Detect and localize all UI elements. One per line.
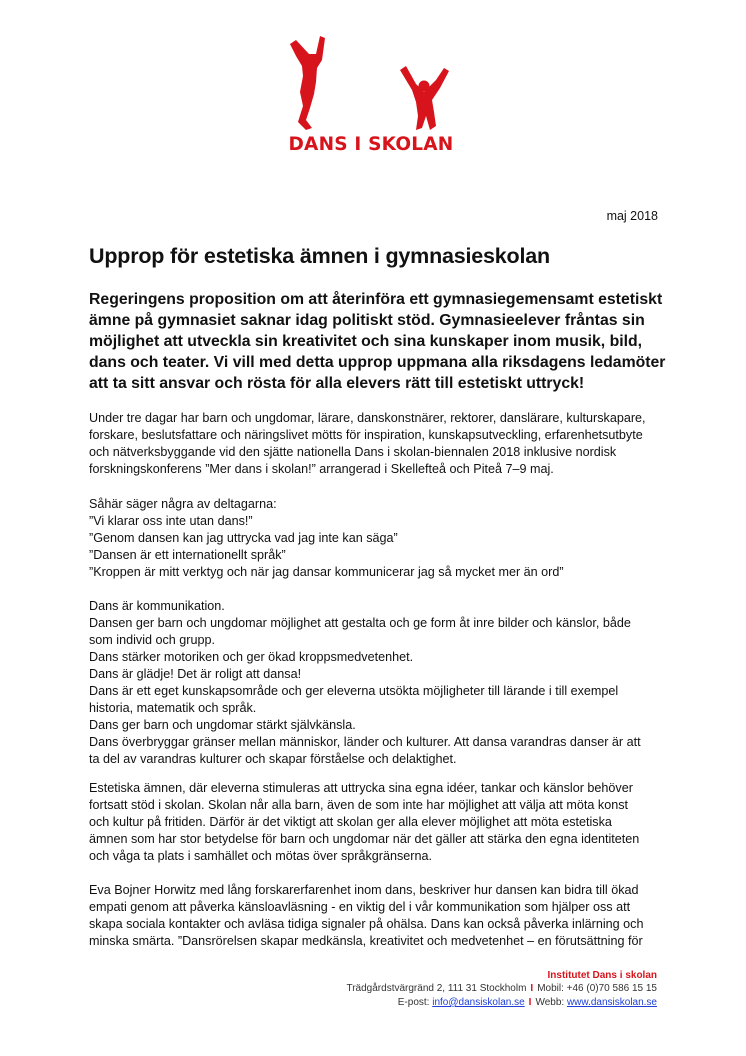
body-line: Dans är glädje! Det är roligt att dansa! <box>89 667 302 681</box>
body-line: Dans är ett eget kunskapsområde och ger eleverna utsökta möjligheter till lärande i till exempel <box>89 684 619 698</box>
logo-wordmark: DANS I SKOLAN <box>288 134 454 155</box>
dancers-logo-icon <box>276 30 466 140</box>
footer-organization: Institutet Dans i skolan <box>547 970 657 981</box>
dance-benefits-paragraph <box>89 598 669 768</box>
lead-paragraph <box>89 289 669 394</box>
intro-paragraph <box>89 410 669 478</box>
document-title: Upprop för estetiska ämnen i gymnasieskolan <box>89 244 550 268</box>
page-footer <box>346 969 657 1009</box>
footer-contact-line <box>346 982 657 995</box>
quote-line: ”Vi klarar oss inte utan dans!” <box>89 514 253 528</box>
lead-line: Regeringens proposition om att återinföra ett gymnasiegemensamt estetiskt <box>89 291 663 308</box>
footer-mobile: Mobil: +46 (0)70 586 15 15 <box>537 983 657 995</box>
body-line: Eva Bojner Horwitz med lång forskarerfarenhet inom dans, beskriver hur dansen kan bidra till ökad <box>89 883 639 897</box>
body-line: ämnen som har stor betydelse för barn och ungdomar när det gäller att stärka den egna identiteten <box>89 832 640 846</box>
footer-separator: I <box>528 996 532 1008</box>
footer-links-line <box>346 996 657 1009</box>
quotes-paragraph <box>89 496 669 581</box>
body-line: ta del av varandras kulturer och skapar förståelse och delaktighet. <box>89 752 457 766</box>
body-line: Under tre dagar har barn och ungdomar, lärare, danskonstnärer, rektorer, danslärare, kulturskapare, <box>89 411 646 425</box>
body-line: som individ och grupp. <box>89 633 216 647</box>
body-line: Dansen ger barn och ungdomar möjlighet att gestalta och ge form åt inre bilder och känslor, både <box>89 616 631 630</box>
footer-email-label: E-post: <box>397 996 433 1008</box>
body-line: forskare, beslutsfattare och näringslivet mötts för inspiration, kunskapsutveckling, erfarenhetsutbyte <box>89 428 643 442</box>
body-line: Estetiska ämnen, där eleverna stimuleras att uttrycka sina egna idéer, tankar och känslor behöver <box>89 781 633 795</box>
lead-line: dans och teater. Vi vill med detta upprop uppmana alla riksdagens ledamöter <box>89 354 666 371</box>
body-line: minska smärta. ”Dansrörelsen skapar medkänsla, kreativitet och medvetenhet – en förutsättning för <box>89 934 643 948</box>
body-line: forskningskonferens ”Mer dans i skolan!” arrangerad i Skellefteå och Piteå 7–9 maj. <box>89 462 554 476</box>
body-line: skapa sociala kontakter och avläsa tidiga signaler på ohälsa. Dans kan också påverka inlärning och <box>89 917 644 931</box>
body-line: empati genom att påverka känsloavläsning - en viktig del i vår kommunikation som hjälper oss att <box>89 900 631 914</box>
footer-address: Trädgårdstvärgränd 2, 111 31 Stockholm <box>346 983 527 995</box>
document-date: maj 2018 <box>606 209 658 223</box>
body-line: historia, matematik och språk. <box>89 701 257 715</box>
quote-line: Såhär säger några av deltagarna: <box>89 497 277 511</box>
lead-line: möjlighet att utveckla sin kreativitet och sina kunskaper inom musik, bild, <box>89 333 643 350</box>
aesthetic-subjects-paragraph <box>89 780 669 865</box>
body-line: Dans stärker motoriken och ger ökad kroppsmedvetenhet. <box>89 650 414 664</box>
body-line: Dans är kommunikation. <box>89 599 225 613</box>
research-paragraph <box>89 882 669 950</box>
footer-web-label: Webb: <box>535 996 567 1008</box>
lead-line: att ta sitt ansvar och rösta för alla elevers rätt till estetiskt uttryck! <box>89 375 585 392</box>
body-line: och kultur på fritiden. Därför är det viktigt att skolan ger alla elever möjlighet att möta estetiska <box>89 815 612 829</box>
body-line: Dans överbryggar gränser mellan människor, länder och kulturer. Att dansa varandras danser är att <box>89 735 641 749</box>
lead-line: ämne på gymnasiet saknar idag politiskt stöd. Gymnasieelever fråntas sin <box>89 312 645 329</box>
footer-separator: I <box>530 983 534 995</box>
body-line: och nätverksbyggande vid den sjätte nationella Dans i skolan-biennalen 2018 inklusive nordisk <box>89 445 617 459</box>
quote-line: ”Genom dansen kan jag uttrycka vad jag inte kan säga” <box>89 531 398 545</box>
body-line: fortsatt stöd i skolan. Skolan når alla barn, även de som inte har möjlighet att välja att möta konst <box>89 798 629 812</box>
quote-line: ”Kroppen är mitt verktyg och när jag dansar kommunicerar jag så mycket mer än ord” <box>89 565 564 579</box>
body-line: och våga ta plats i samhället och mötas över språkgränserna. <box>89 849 433 863</box>
quote-line: ”Dansen är ett internationellt språk” <box>89 548 286 562</box>
footer-email-link[interactable]: info@dansiskolan.se <box>432 996 525 1008</box>
body-line: Dans ger barn och ungdomar stärkt självkänsla. <box>89 718 356 732</box>
footer-web-link[interactable]: www.dansiskolan.se <box>566 996 657 1008</box>
dans-i-skolan-logo <box>276 30 466 164</box>
